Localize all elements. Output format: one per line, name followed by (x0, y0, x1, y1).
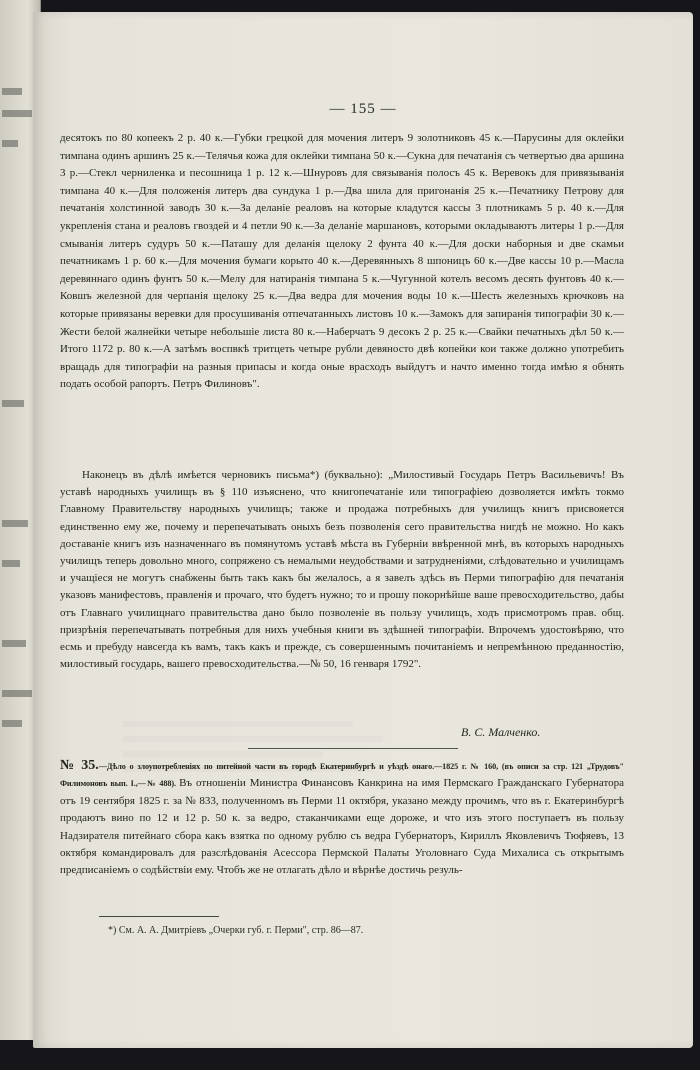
section-body: Въ отношеніи Министра Финансовъ Канкрина на имя Пермскаго Гражданскаго Губернатора отъ 19 сентября 1825 г. за № 833, полученномъ въ Перми 11 октября, указано между прочимъ, что въ г. Екатеринбургѣ продаютъ вино по 12 и 12 р. 50 к. за ведро, стаканчиками еще дороже, и что изъ этого поступаетъ въ пользу Надзирателя питейнаго сбора какъ взятка по одному рублю съ ведра Губернаторъ, Кириллъ Яковлевичъ Тюфяевъ, 13 октября командировалъ для разслѣдованія Асессора Пермской Палаты Уголовнаго Суда Михалиса съ открытымъ предписаніемъ о содѣйствіи ему. Чтобъ же не отлагать дѣло и вѣрнѣе достичь резуль- (60, 777, 624, 877)
page-number: — 155 — (329, 101, 397, 117)
paragraph-text: десятокъ по 80 копеекъ 2 р. 40 к.—Губки грецкой для мочения литеръ 9 золотниковъ 45 к.—Парусины для оклейки тимпана одинъ аршинъ 25 к.—Телячья кожа для оклейки тимпана 50 к.—Сукна для печатанія съ четвертью два аршина 3 р.—Стекл черниленка и песошница 1 р. 12 к.—Шнуровъ для связыванія полосъ 45 к. Веревокъ для привязыванія тимпана 40 к.—Для положенія литеръ два сундука 1 р.—Два шила для пригонанія 25 к.—Печатнику Петрову для печатанія холстинной заводъ 30 к.—За деланіе реаловъ на которые кладутся кассы 3 плотникамъ 5 р. 40 к.—Для укрепленія стана и реаловъ гвоздей и 4 петли 90 к.—За деланіе маршановъ, которыми окладываютъ литеры 1 р.—Для смыванія литеръ судуръ 50 к.—Паташу для деланія щелоку 2 фунта 40 к.—Для доски наборныя и две скамьи печатникамъ 1 р. 60 к.—Для мочения бумаги корыто 40 к.—Деревянныхъ 8 шпоницъ 60 к.—Две кассы 10 р.—Масла деревяннаго одинъ фунтъ 50 к.—Мелу для натиранія тимпана 5 к.—Чугунной котелъ весомъ десять фунтовъ 40 к.—Ковшъ железной для черпанія щелоку 25 к.—Два ведра для мочения воды 10 к.—Шесть железныхъ крючковъ на которые привязаны веревки для просушиванія отпечатанныхъ листовъ 10 к.—Замокъ для запиранія типографіи 30 к.—Жести белой жалнейки четыре небольшіе листа 80 к.—Наберчатъ 9 десокъ 2 р. 25 к.—Свайки печатныхъ дѣл 50 к.—Итого 1172 р. 80 к.—А затѣмъ воспвкѣ тритцеть четыре рубли девяносто двѣ копейки кои также должно употребить вращадь для типографіи на разныя припасы и когда оные врасходъ выйдутъ и начто именно тогда имѣю я обнять подать особой рапортъ. Петръ Филиновъ". (60, 132, 624, 391)
paragraph-inventory (60, 130, 624, 394)
footnote: *) См. А. А. Дмитріевъ „Очерки губ. г. Перми", стр. 86—87. (108, 925, 364, 936)
author-signature: В. С. Малченко. (461, 725, 541, 739)
section-header: —Дѣло о злоупотребленіях по питейной части въ городѣ Екатеринбургѣ и уѣздѣ онаго.—1825 г. № 160, (въ описи за стр. 121 „Трудовъ" Филимоновъ вып. I.,—№ 488). (60, 762, 624, 789)
book-page (33, 12, 693, 1048)
section-number: № 35. (60, 758, 99, 773)
paragraph-letter: Наконецъ въ дѣлѣ имѣется черновикъ письма*) (буквально): „Милостивый Государь Петръ Васильевичъ! Въ уставѣ народныхъ училищъ въ § 110 изъяснено, что книгопечатаніе или типографіею дозволяется имѣть токмо Главному Правительству народныхъ училищъ; также и продажа потребныхъ для училищъ книгъ присвояется единственно ему же, почему и перепечатывать оныхъ безъ позволенія сего правительства нигдѣ не можно. Но какъ доставаніе книгъ изъ назначеннаго въ помянутомъ уставѣ мѣста въ Губерніи ввѣренной мнѣ, въ которыхъ народныхъ училищъ теперь довольно много, сопряжено съ немалыми неудобствами и затрудненіями, слѣдовательно и училищамъ и учащіеся не могутъ снабжены быть такъ какъ бы желалось, а я завелъ здѣсь въ Перми типографію для печатанія указовъ манифестовъ, правленія и прочаго, что будетъ нужно; то и прошу покорнѣйше ваше превосходительство, дабы отъ Главнаго училищнаго правительства дано было позволеніе въ пользу училищъ, ходъ присмотромъ прав. общ. призрѣнія перепечатывать потребныя для нихъ учебныя книги въ здѣшней типографіи. Впрочемъ удостовѣряю, что есмь и пребуду навсегда къ вамъ, такъ какъ и прежде, съ совершеннымъ почитаніемъ и непремѣнною преданностію, милостивый государь, вашего превосходительства.—№ 50, 16 генваря 1792". (60, 469, 624, 671)
section-35 (60, 757, 624, 880)
section-divider (248, 748, 458, 749)
footnote-rule (99, 916, 219, 917)
